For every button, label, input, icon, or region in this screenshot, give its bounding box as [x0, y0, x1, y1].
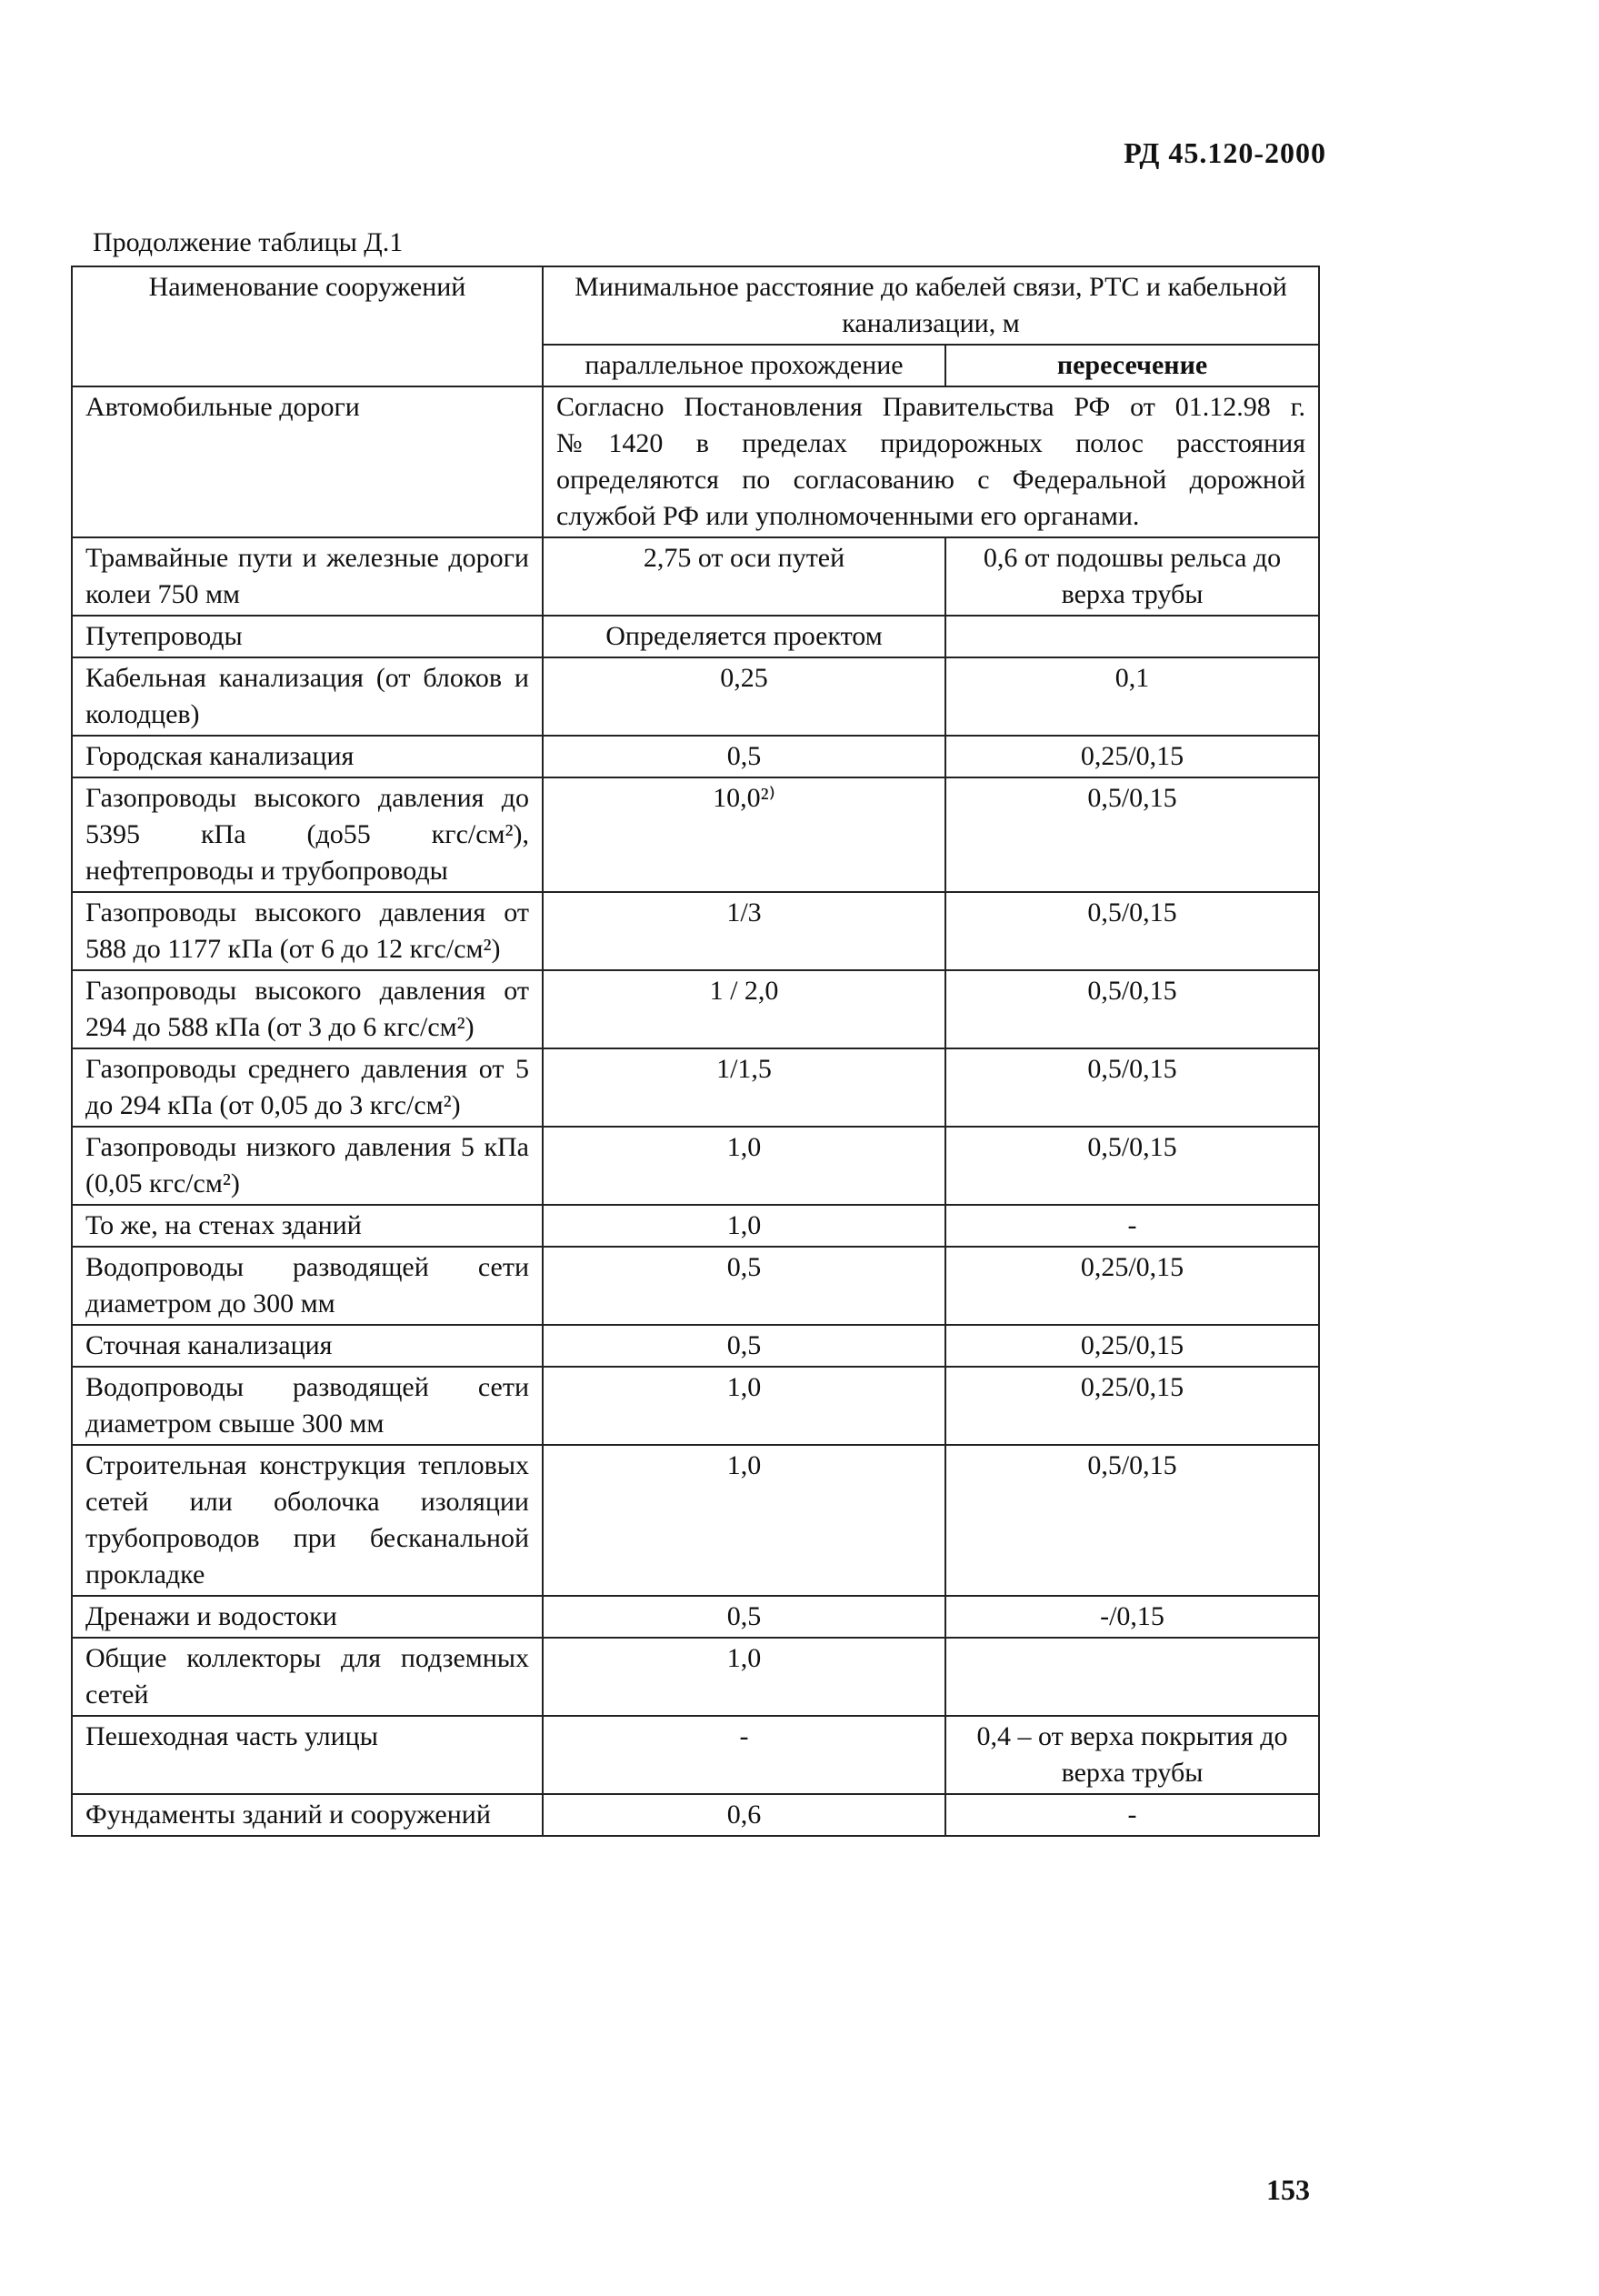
- row-parallel: 0,5: [543, 736, 945, 777]
- table-row: [72, 616, 1319, 657]
- table-row: [72, 892, 1319, 970]
- table-row: [72, 970, 1319, 1048]
- row-crossing: -: [945, 1794, 1319, 1836]
- page-number: 153: [1266, 2173, 1310, 2206]
- row-name: Пешеходная часть улицы: [72, 1716, 543, 1794]
- row-parallel: -: [543, 1716, 945, 1794]
- table-row: [72, 1325, 1319, 1367]
- row-name: Газопроводы низкого давления 5 кПа (0,05 кгс/см²): [72, 1127, 543, 1205]
- row-parallel: Определяется проектом: [543, 616, 945, 657]
- row-name: Газопроводы высокого давления от 588 до 1177 кПа (от 6 до 12 кгс/см²): [72, 892, 543, 970]
- row-crossing: 0,4 – от верха покрытия до верха трубы: [945, 1716, 1319, 1794]
- row-name: Кабельная канализация (от блоков и колодцев): [72, 657, 543, 736]
- table-row: [72, 1367, 1319, 1445]
- row-crossing: 0,5/0,15: [945, 1445, 1319, 1596]
- table-header-row: [72, 266, 1319, 345]
- row-crossing: 0,6 от подошвы рельса до верха трубы: [945, 537, 1319, 616]
- table-row: [72, 1638, 1319, 1716]
- row-parallel: 1,0: [543, 1638, 945, 1716]
- row-name: Строительная конструкция тепловых сетей или оболочка изоляции трубопроводов при бесканальной прокладке: [72, 1445, 543, 1596]
- table-caption: Продолжение таблицы Д.1: [93, 227, 404, 257]
- table-row: [72, 657, 1319, 736]
- row-name: Трамвайные пути и железные дороги колеи 750 мм: [72, 537, 543, 616]
- row-roads-note: Согласно Постановления Правительства РФ от 01.12.98 г. №1420 в пределах придорожных полос расстояния определяются по согласованию с Федеральной дорожной службой РФ или уполномоченными его органами.: [543, 386, 1319, 537]
- row-crossing: -/0,15: [945, 1596, 1319, 1638]
- table-row: [72, 1048, 1319, 1127]
- row-name: Городская канализация: [72, 736, 543, 777]
- table-row: [72, 1716, 1319, 1794]
- row-parallel: 0,6: [543, 1794, 945, 1836]
- row-crossing: 0,5/0,15: [945, 1048, 1319, 1127]
- table-row-roads: [72, 386, 1319, 537]
- row-crossing: 0,1: [945, 657, 1319, 736]
- row-crossing: 0,25/0,15: [945, 1367, 1319, 1445]
- table-row: [72, 1127, 1319, 1205]
- header-min-distance: Минимальное расстояние до кабелей связи, РТС и кабельной канализации, м: [543, 266, 1319, 345]
- header-parallel: параллельное прохождение: [543, 345, 945, 386]
- row-name: Автомобильные дороги: [72, 386, 543, 537]
- row-parallel: 1,0: [543, 1367, 945, 1445]
- row-crossing: [945, 1638, 1319, 1716]
- row-name: Путепроводы: [72, 616, 543, 657]
- table-row: [72, 1247, 1319, 1325]
- row-parallel: 0,25: [543, 657, 945, 736]
- row-parallel: 1/3: [543, 892, 945, 970]
- row-crossing: 0,5/0,15: [945, 970, 1319, 1048]
- row-crossing: [945, 616, 1319, 657]
- header-crossing: пересечение: [945, 345, 1319, 386]
- row-parallel: 10,0²⁾: [543, 777, 945, 892]
- distance-table: [71, 266, 1320, 1837]
- row-name: Дренажи и водостоки: [72, 1596, 543, 1638]
- document-code: РД 45.120-2000: [1124, 136, 1326, 169]
- row-crossing: 0,25/0,15: [945, 1325, 1319, 1367]
- row-parallel: 0,5: [543, 1325, 945, 1367]
- header-name: Наименование сооружений: [72, 266, 543, 386]
- row-name: Газопроводы среднего давления от 5 до 294 кПа (от 0,05 до 3 кгс/см²): [72, 1048, 543, 1127]
- row-crossing: -: [945, 1205, 1319, 1247]
- table-row: [72, 1596, 1319, 1638]
- row-parallel: 2,75 от оси путей: [543, 537, 945, 616]
- row-parallel: 1,0: [543, 1445, 945, 1596]
- row-name: Общие коллекторы для подземных сетей: [72, 1638, 543, 1716]
- table-row: [72, 537, 1319, 616]
- row-name: Водопроводы разводящей сети диаметром свыше 300 мм: [72, 1367, 543, 1445]
- row-crossing: 0,25/0,15: [945, 736, 1319, 777]
- row-name: Газопроводы высокого давления до 5395 кПа (до55 кгс/см²), нефтепроводы и трубопроводы: [72, 777, 543, 892]
- table-row: [72, 1794, 1319, 1836]
- row-parallel: 1,0: [543, 1127, 945, 1205]
- row-name: Газопроводы высокого давления от 294 до 588 кПа (от 3 до 6 кгс/см²): [72, 970, 543, 1048]
- row-crossing: 0,5/0,15: [945, 777, 1319, 892]
- row-name: То же, на стенах зданий: [72, 1205, 543, 1247]
- row-crossing: 0,25/0,15: [945, 1247, 1319, 1325]
- table-row: [72, 736, 1319, 777]
- row-parallel: 1,0: [543, 1205, 945, 1247]
- row-parallel: 0,5: [543, 1596, 945, 1638]
- table-row: [72, 1445, 1319, 1596]
- row-name: Водопроводы разводящей сети диаметром до 300 мм: [72, 1247, 543, 1325]
- row-parallel: 1/1,5: [543, 1048, 945, 1127]
- table-row: [72, 777, 1319, 892]
- row-parallel: 0,5: [543, 1247, 945, 1325]
- table-row: [72, 1205, 1319, 1247]
- row-name: Фундаменты зданий и сооружений: [72, 1794, 543, 1836]
- row-crossing: 0,5/0,15: [945, 892, 1319, 970]
- row-parallel: 1 / 2,0: [543, 970, 945, 1048]
- row-crossing: 0,5/0,15: [945, 1127, 1319, 1205]
- row-name: Сточная канализация: [72, 1325, 543, 1367]
- table-body: [72, 537, 1319, 1836]
